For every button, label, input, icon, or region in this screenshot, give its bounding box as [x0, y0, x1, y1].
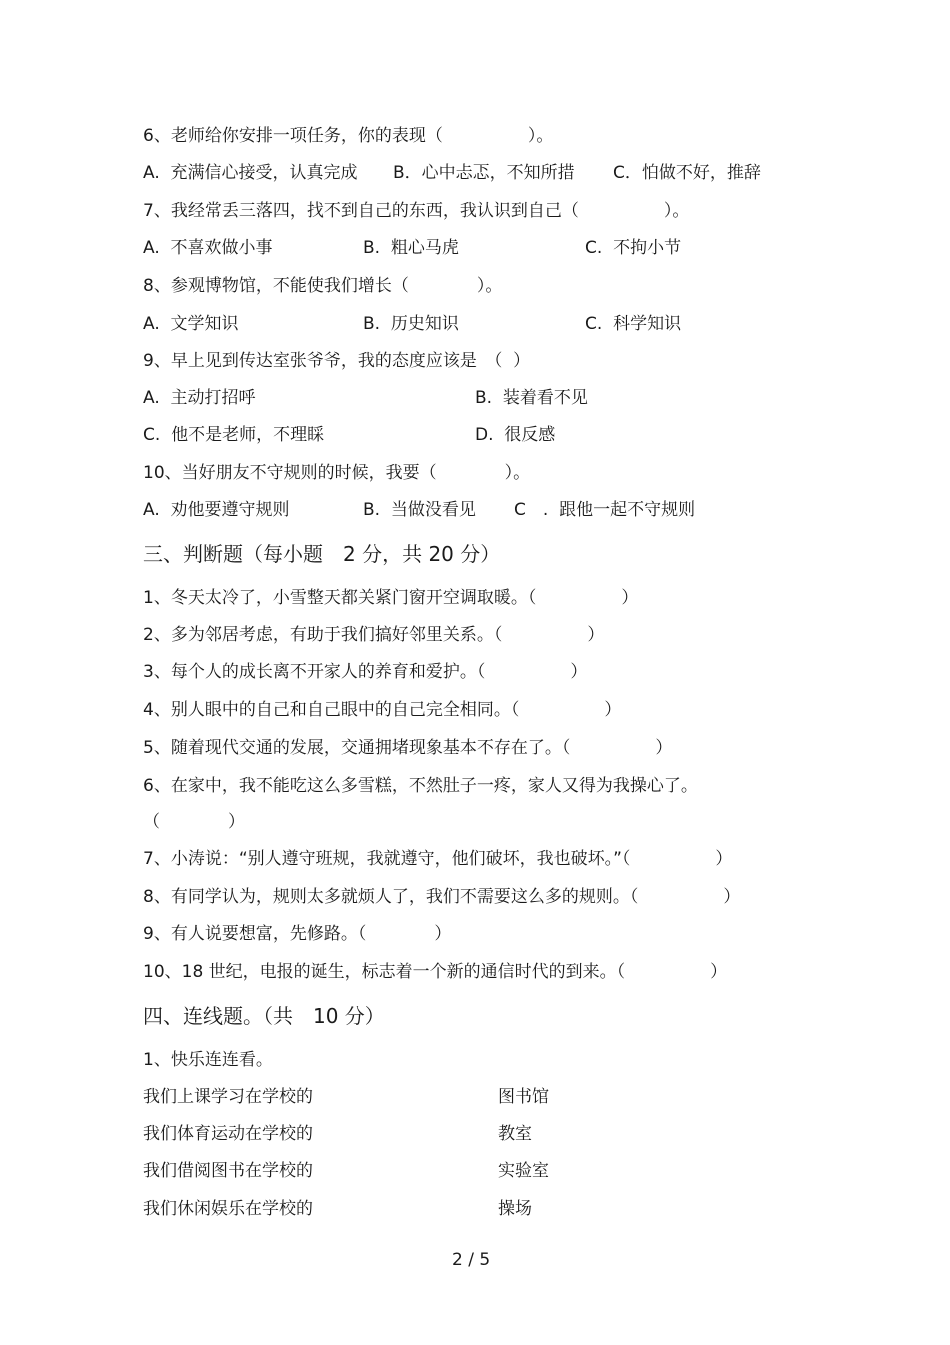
- section-3-heading: 三、判断题（每小题 2 分，共 20 分）: [143, 542, 501, 566]
- question-8-option-c: C. 科学知识: [585, 314, 682, 334]
- judgement-item: 3、每个人的成长离不开家人的养育和爱护。（ ）: [143, 662, 588, 682]
- question-6-option-a: A. 充满信心接受，认真完成: [143, 163, 358, 183]
- question-10-option-c: C . 跟他一起不守规则: [514, 500, 696, 520]
- judgement-item: 5、随着现代交通的发展，交通拥堵现象基本不存在了。（ ）: [143, 738, 673, 758]
- question-9-stem: 9、早上见到传达室张爷爷，我的态度应该是 （ ）: [143, 351, 531, 371]
- judgement-item: 7、小涛说：“别人遵守班规，我就遵守，他们破坏，我也破坏。”（ ）: [143, 849, 733, 869]
- judgement-item: 6、在家中，我不能吃这么多雪糕，不然肚子一疼，家人又得为我操心了。: [143, 776, 698, 796]
- question-7-option-a: A. 不喜欢做小事: [143, 238, 273, 258]
- section-4-heading: 四、连线题。（共 10 分）: [143, 1004, 385, 1028]
- matching-question-title: 1、快乐连连看。: [143, 1050, 273, 1070]
- matching-right-item: 实验室: [498, 1161, 549, 1181]
- question-9-option-b: B. 装着看不见: [475, 388, 588, 408]
- judgement-item: 8、有同学认为，规则太多就烦人了，我们不需要这么多的规则。（ ）: [143, 887, 741, 907]
- question-9-option-c: C. 他不是老师，不理睬: [143, 425, 325, 445]
- matching-left-item: 我们休闲娱乐在学校的: [143, 1199, 313, 1219]
- judgement-item: 2、多为邻居考虑，有助于我们搞好邻里关系。（ ）: [143, 625, 605, 645]
- question-10-option-a: A. 劝他要遵守规则: [143, 500, 290, 520]
- question-7-option-c: C. 不拘小节: [585, 238, 682, 258]
- judgement-item-continuation: （ ）: [143, 812, 245, 832]
- question-9-option-a: A. 主动打招呼: [143, 388, 256, 408]
- matching-left-item: 我们体育运动在学校的: [143, 1124, 313, 1144]
- matching-left-item: 我们上课学习在学校的: [143, 1087, 313, 1107]
- matching-right-item: 操场: [498, 1199, 532, 1219]
- question-10-option-b: B. 当做没看见: [363, 500, 476, 520]
- judgement-item: 10、18 世纪，电报的诞生，标志着一个新的通信时代的到来。（ ）: [143, 962, 728, 982]
- judgement-item: 9、有人说要想富，先修路。（ ）: [143, 924, 452, 944]
- question-8-option-a: A. 文学知识: [143, 314, 239, 334]
- question-9-option-d: D. 很反感: [475, 425, 556, 445]
- matching-right-item: 教室: [498, 1124, 532, 1144]
- question-7-stem: 7、我经常丢三落四，找不到自己的东西，我认识到自己（ ）。: [143, 201, 690, 221]
- question-7-option-b: B. 粗心马虎: [363, 238, 459, 258]
- question-8-option-b: B. 历史知识: [363, 314, 459, 334]
- matching-left-item: 我们借阅图书在学校的: [143, 1161, 313, 1181]
- question-6-option-b: B．心中忐忑，不知所措: [393, 163, 575, 183]
- question-10-stem: 10、当好朋友不守规则的时候，我要（ ）。: [143, 463, 531, 483]
- question-6-option-c: C．怕做不好，推辞: [613, 163, 761, 183]
- question-8-stem: 8、参观博物馆，不能使我们增长（ ）。: [143, 276, 503, 296]
- matching-right-item: 图书馆: [498, 1087, 549, 1107]
- page-number: 2 / 5: [452, 1250, 491, 1270]
- judgement-item: 4、别人眼中的自己和自己眼中的自己完全相同。（ ）: [143, 700, 622, 720]
- question-6-stem: 6、老师给你安排一项任务，你的表现（ ）。: [143, 126, 554, 146]
- judgement-item: 1、冬天太冷了，小雪整天都关紧门窗开空调取暖。（ ）: [143, 588, 639, 608]
